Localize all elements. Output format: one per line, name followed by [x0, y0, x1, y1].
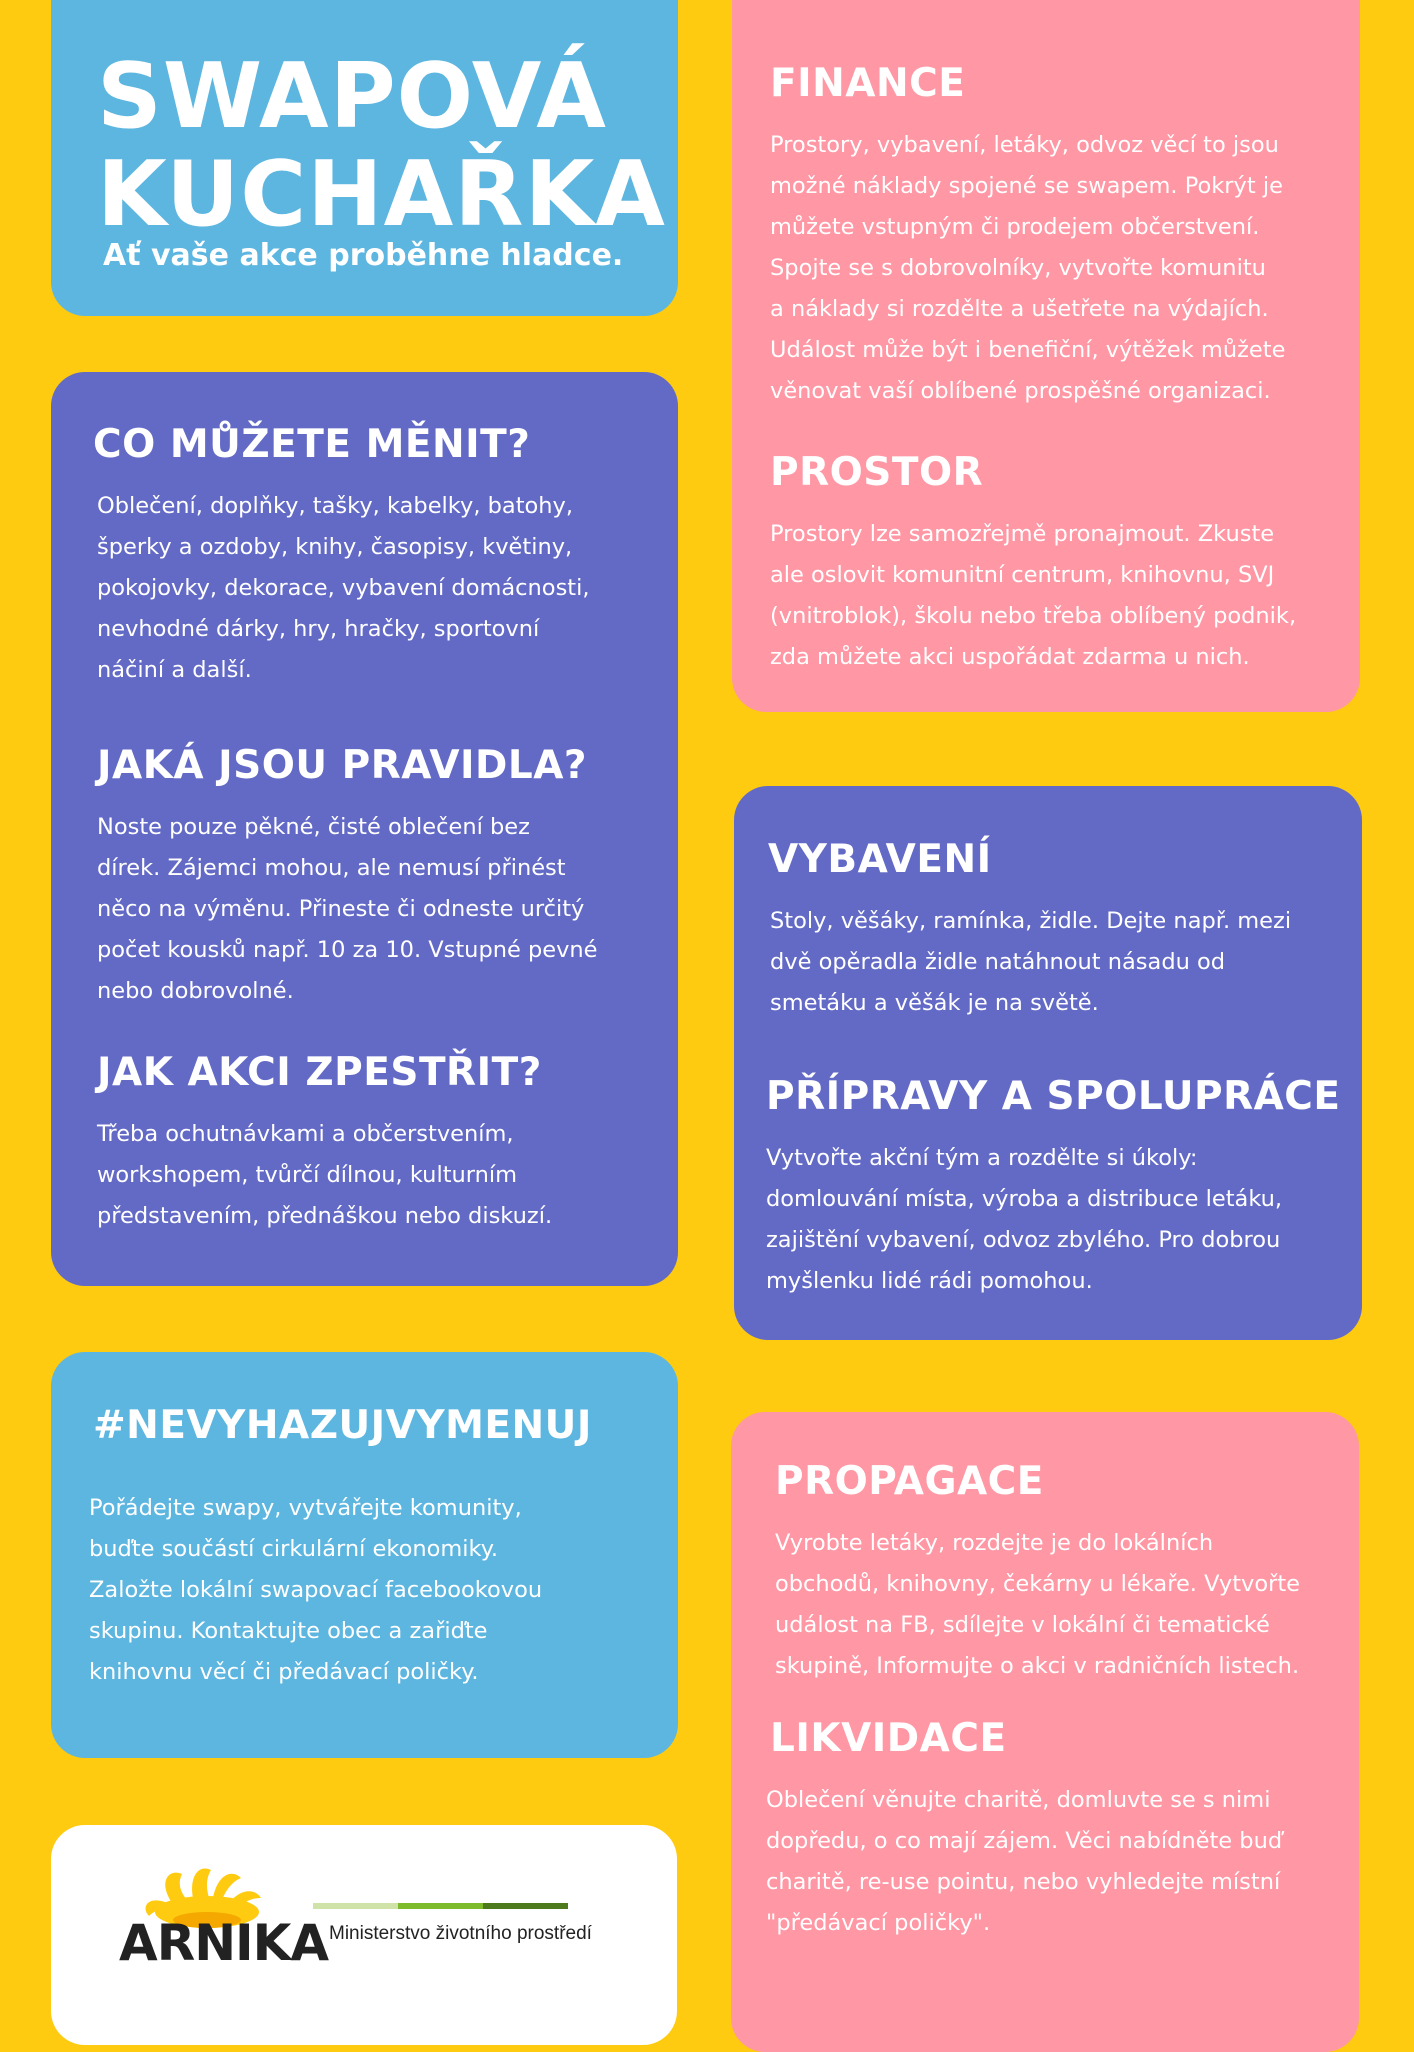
ministry-logo-text: Ministerstvo životního prostředí [329, 1923, 592, 1944]
heading-hashtag: #NEVYHAZUJVYMENUJ [93, 1403, 592, 1448]
heading-pripravy: PŘÍPRAVY A SPOLUPRÁCE [766, 1074, 1341, 1119]
heading-vybaveni: VYBAVENÍ [768, 837, 992, 882]
text-pripravy: Vytvořte akční tým a rozdělte si úkoly: domlouvání místa, výroba a distribuce letáku, zajištění vybavení, odvoz zbylého. Pro dobrou myšlenku lidé rádi pomohou. [766, 1145, 1283, 1294]
text-likvidace: Oblečení věnujte charitě, domluvte se s nimi dopředu, o co mají zájem. Věci nabídněte buď charitě, re-use pointu, nebo vyhledejte místní "předávací poličky". [766, 1787, 1283, 1936]
heading-zpestrit: JAK AKCI ZPESTŘIT? [97, 1050, 542, 1095]
finance-card [732, 0, 1360, 712]
text-co-menit: Oblečení, doplňky, tašky, kabelky, batohy, šperky a ozdoby, knihy, časopisy, květiny, pokojovky, dekorace, vybavení domácnosti, nevhodné dárky, hry, hračky, sportovní náčiní a další. [97, 493, 590, 683]
hashtag-card [51, 1352, 678, 1758]
text-prostor: Prostory lze samozřejmě pronajmout. Zkuste ale oslovit komunitní centrum, knihovnu, SVJ (vnitroblok), školu nebo třeba oblíbený podnik, zda můžete akci uspořádat zdarma u nich. [770, 521, 1297, 670]
arnika-logo-text: ARNIKA [119, 1914, 329, 1972]
text-finance: Prostory, vybavení, letáky, odvoz věcí to jsou možné náklady spojené se swapem. Pokrýt je můžete vstupným či prodejem občerstvení. Spojte se s dobrovolníky, vytvořte komunitu a náklady si rozdělte a ušetřete na výdajích. Událost může být i benefiční, výtěžek můžete věnovat vaší oblíbené prospěšné organizaci. [770, 132, 1286, 404]
title-card [51, 0, 678, 316]
heading-prostor: PROSTOR [770, 450, 984, 495]
heading-propagace: PROPAGACE [775, 1459, 1044, 1504]
page-subtitle: Ať vaše akce proběhne hladce. [103, 238, 624, 273]
ministry-logo [313, 1903, 592, 1963]
heading-co-menit: CO MŮŽETE MĚNIT? [93, 422, 531, 467]
page-title-line2: KUCHAŘKA [97, 142, 666, 247]
arnika-logo [119, 1862, 329, 1972]
equipment-card [734, 786, 1362, 1340]
text-hashtag: Pořádejte swapy, vytvářejte komunity, buďte součástí cirkulární ekonomiky. Založte lokální swapovací facebookovou skupinu. Kontaktujte obec a zařiďte knihovnu věcí či předávací poličky. [89, 1495, 543, 1685]
text-vybaveni: Stoly, věšáky, ramínka, židle. Dejte např. mezi dvě opěradla židle natáhnout násadu od smetáku a věšák je na světě. [770, 908, 1292, 1016]
heading-likvidace: LIKVIDACE [770, 1716, 1007, 1761]
logo-card [51, 1825, 677, 2045]
text-propagace: Vyrobte letáky, rozdejte je do lokálních obchodů, knihovny, čekárny u lékaře. Vytvořte událost na FB, sdílejte v lokální či tematické skupině, Informujte o akci v radničních listech. [775, 1530, 1301, 1679]
heading-pravidla: JAKÁ JSOU PRAVIDLA? [97, 743, 588, 788]
page-title-line1: SWAPOVÁ [97, 44, 607, 149]
rules-card [51, 372, 678, 1286]
heading-finance: FINANCE [770, 61, 966, 106]
text-zpestrit: Třeba ochutnávkami a občerstvením, workshopem, tvůrčí dílnou, kulturním představením, přednáškou nebo diskuzí. [97, 1121, 553, 1229]
text-pravidla: Noste pouze pěkné, čisté oblečení bez dírek. Zájemci mohou, ale nemusí přinést něco na výměnu. Přineste či odneste určitý počet kousků např. 10 za 10. Vstupné pevné nebo dobrovolné. [97, 814, 598, 1004]
ministry-stripe [313, 1903, 568, 1909]
promotion-card [731, 1412, 1359, 2052]
